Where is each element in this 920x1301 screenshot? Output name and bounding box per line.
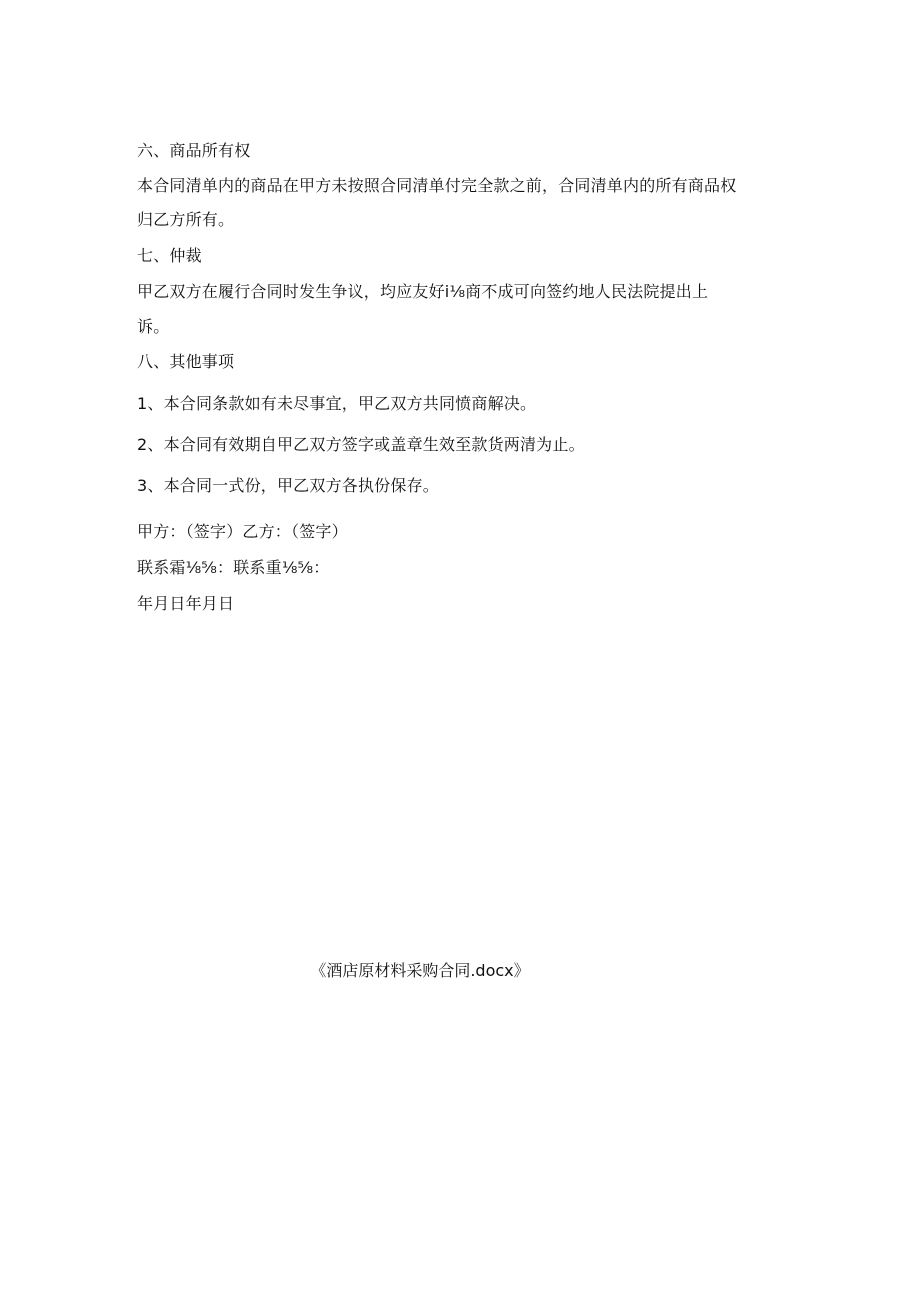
section-8-heading: 八、其他事项 [137,352,235,371]
signature-dates: 年月日年月日 [137,594,235,613]
section-8-item-3: 3、本合同一式份，甲乙双方各执份保存。 [137,476,439,495]
section-7-text-line-2: 诉。 [137,317,170,336]
section-8-item-1: 1、本合同条款如有未尽事宜，甲乙双方共同愤商解决。 [137,394,537,413]
section-6-text-line-2: 归乙方所有。 [137,210,235,229]
section-8-item-2: 2、本合同有效期自甲乙双方签字或盖章生效至款货两清为止。 [137,435,585,454]
section-7-text-line-1: 甲乙双方在履行合同时发生争议，均应友好i⅛商不成可向签约地人民法院提出上 [137,282,709,301]
signature-contacts: 联系霜⅛⅝：联系重⅛⅝： [137,558,330,577]
signature-parties: 甲方：（签字）乙方：（签字） [137,522,348,541]
section-6-heading: 六、商品所有权 [137,141,251,160]
section-6-text-line-1: 本合同清单内的商品在甲方未按照合同清单付完全款之前，合同清单内的所有商品权 [137,176,737,195]
section-7-heading: 七、仲裁 [137,246,202,265]
footer-filename: 《酒店原材料采购合同.docx》 [310,961,530,980]
